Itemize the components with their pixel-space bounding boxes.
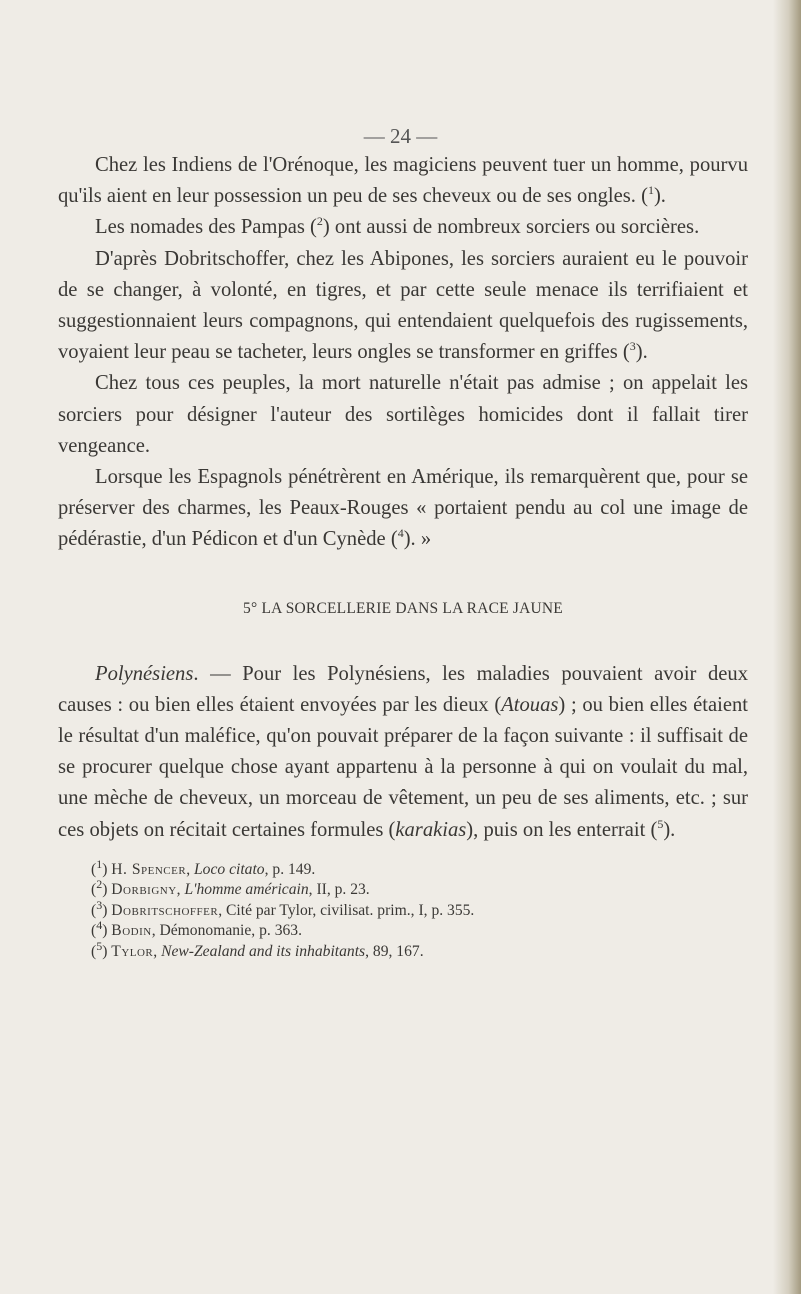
- footnote-5: ($^5$) Tylor, New-Zealand and its inhabitants, 89, 167.: [91, 938, 424, 960]
- paragraph-espagnols: Lorsque les Espagnols pénétrèrent en Amérique, ils remarquèrent que, pour se préserver des charmes, les Peaux-Rouges « portaient pendu au col une image de pédérastie, d'un Pédicon et d'un Cynède ($^4$). »: [58, 466, 748, 551]
- karakias-term: karakias: [395, 818, 467, 841]
- footnote-2: ($^2$) Dorbigny, L'homme américain, II, p. 23.: [91, 877, 370, 899]
- footnote-1: ($^1$) H. Spencer, Loco citato, p. 149.: [91, 856, 316, 878]
- page-edge-shadow: [773, 0, 801, 1294]
- paragraph-abipones: D'après Dobritschoffer, chez les Abipones, les sorciers auraient eu le pouvoir de se changer, à volonté, en tigres, et par cette seule menace ils terrifiaient et suggestionnaient leurs compagnons, qui entendaient quelquefois des rugissements, voyaient leur peau se tacheter, leurs ongles se transformer en griffes ($^3$).: [58, 247, 748, 364]
- footnotes: [58, 856, 748, 963]
- polynesiens-lead: Polynésiens: [95, 662, 194, 685]
- paragraph-pampas: Les nomades des Pampas ($^2$) ont aussi de nombreux sorciers ou sorcières.: [95, 214, 700, 239]
- page-number: — 24 —: [363, 124, 438, 148]
- footnote-3: ($^3$) Dobritschoffer, Cité par Tylor, civilisat. prim., I, p. 355.: [91, 897, 475, 919]
- paragraph-polynesiens: Polynésiens. — Pour les Polynésiens, les maladies pouvaient avoir deux causes : ou bien elles étaient envoyées par les dieux (Atouas) ; ou bien elles étaient le résultat d'un maléfice, qu'on pouvait préparer de la façon suivante : il suffisait de se procurer quelque chose ayant appartenu à la personne à qui on voulait du mal, une mèche de cheveux, un morceau de vêtement, un peu de ses aliments, etc. ; sur ces objets on récitait certaines formules (karakias), puis on les enterrait ($^5$).: [58, 662, 748, 841]
- page-body: [58, 150, 748, 962]
- section-title: 5° LA SORCELLERIE DANS LA RACE JAUNE: [243, 599, 563, 617]
- paragraph-orenoque: Chez les Indiens de l'Orénoque, les magiciens peuvent tuer un homme, pourvu qu'ils aient en leur possession un peu de ses cheveux ou de ses ongles. ($^1$).: [58, 154, 748, 208]
- footnote-4: ($^4$) Bodin, Démonomanie, p. 363.: [91, 918, 302, 940]
- paragraph-mort-naturelle: Chez tous ces peuples, la mort naturelle n'était pas admise ; on appelait les sorciers pour désigner l'auteur des sortilèges homicides dont il fallait tirer vengeance.: [58, 372, 748, 457]
- atouas-term: Atouas: [501, 693, 559, 716]
